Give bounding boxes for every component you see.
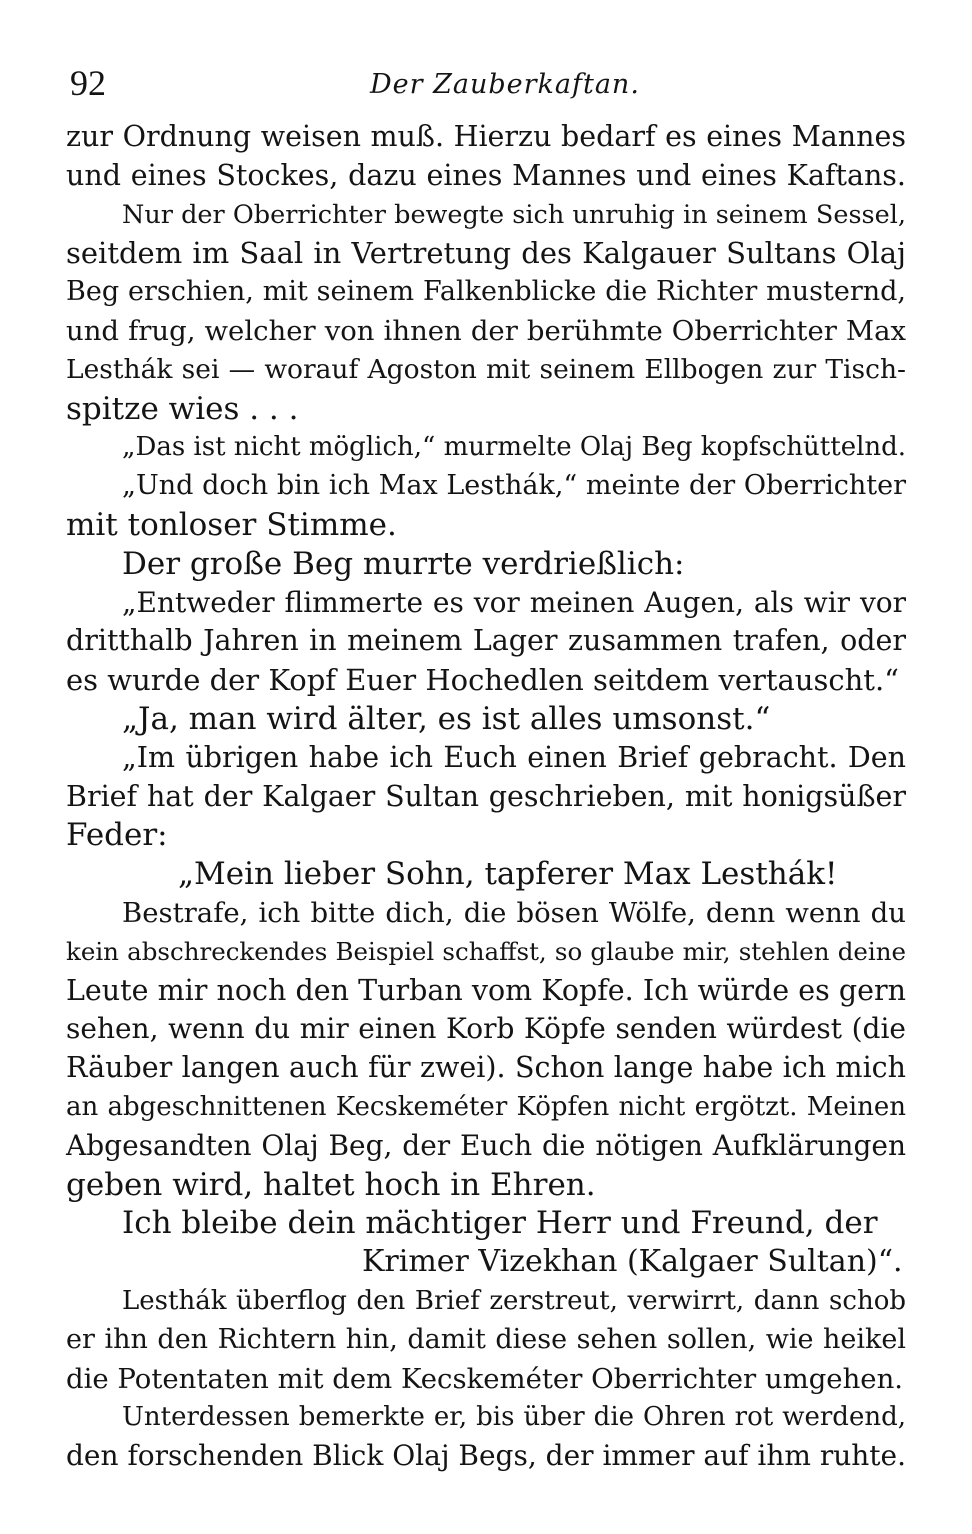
text-line: Brief hat der Kalgaer Sultan geschrieben, mit honigsüßer	[66, 779, 906, 813]
text-line: er ihn den Richtern hin, damit diese sehen sollen, wie heikel	[66, 1323, 906, 1355]
body-text	[66, 118, 906, 1476]
text-line: „Ja, man wird älter, es ist alles umsonst.“	[122, 700, 771, 737]
text-line: Krimer Vizekhan (Kalgaer Sultan)“.	[362, 1244, 903, 1280]
text-line: Lesthák überflog den Brief zerstreut, verwirrt, dann schob	[122, 1285, 906, 1316]
text-line: zur Ordnung weisen muß. Hierzu bedarf es eines Mannes	[66, 120, 906, 153]
text-line: Leute mir noch den Turban vom Kopfe. Ich würde es gern	[66, 973, 906, 1007]
text-line: kein abschreckendes Beispiel schaffst, so glaube mir, stehlen deine	[66, 936, 906, 966]
text-line: Der große Beg murrte verdrießlich:	[122, 545, 685, 582]
text-line: spitze wies . . .	[66, 390, 299, 427]
text-line: „Mein lieber Sohn, tapferer Max Lesthák!	[178, 856, 838, 893]
text-line: es wurde der Kopf Euer Hochedlen seitdem vertauscht.“	[66, 663, 899, 698]
text-line: „Im übrigen habe ich Euch einen Brief gebracht. Den	[122, 740, 906, 774]
text-line: Beg erschien, mit seinem Falkenblicke die Richter musternd,	[66, 276, 906, 308]
text-line: seitdem im Saal in Vertretung des Kalgauer Sultans Olaj	[66, 236, 906, 271]
text-line: „Das ist nicht möglich,“ murmelte Olaj Beg kopfschüttelnd.	[122, 432, 907, 463]
running-title: Der Zauberkaftan.	[370, 69, 640, 100]
text-line: mit tonloser Stimme.	[66, 506, 397, 543]
text-line: geben wird, haltet hoch in Ehren.	[66, 1166, 596, 1203]
text-line: sehen, wenn du mir einen Korb Köpfe senden würdest (die	[66, 1012, 906, 1046]
page-header	[70, 58, 910, 108]
text-line: „Und doch bin ich Max Lesthák,“ meinte der Oberrichter	[122, 470, 906, 502]
text-line: an abgeschnittenen Kecskeméter Köpfen nicht ergötzt. Meinen	[66, 1091, 906, 1122]
text-line: Ich bleibe dein mächtiger Herr und Freund, der	[122, 1205, 878, 1242]
text-line: und eines Stockes, dazu eines Mannes und eines Kaftans.	[66, 158, 906, 192]
page-number: 92	[70, 63, 106, 103]
text-line: den forschenden Blick Olaj Begs, der immer auf ihm ruhte.	[66, 1439, 906, 1473]
text-line: Lesthák sei — worauf Agoston mit seinem Ellbogen zur Tisch-	[66, 353, 906, 385]
text-line: und frug, welcher von ihnen der berühmte Oberrichter Max	[66, 314, 906, 347]
text-line: Bestrafe, ich bitte dich, die bösen Wölfe, denn wenn du	[122, 896, 906, 929]
text-line: dritthalb Jahren in meinem Lager zusammen trafen, oder	[66, 624, 906, 658]
text-line: „Entweder flimmerte es vor meinen Augen, als wir vor	[122, 585, 906, 619]
text-line: die Potentaten mit dem Kecskeméter Oberrichter umgehen.	[66, 1362, 904, 1395]
text-line: Feder:	[66, 817, 168, 854]
text-line: Abgesandten Olaj Beg, der Euch die nötigen Aufklärungen	[66, 1128, 906, 1162]
text-line: Unterdessen bemerkte er, bis über die Ohren rot werdend,	[122, 1402, 906, 1433]
text-line: Räuber langen auch für zwei). Schon lange habe ich mich	[66, 1051, 906, 1085]
text-line: Nur der Oberrichter bewegte sich unruhig in seinem Sessel,	[122, 199, 906, 230]
